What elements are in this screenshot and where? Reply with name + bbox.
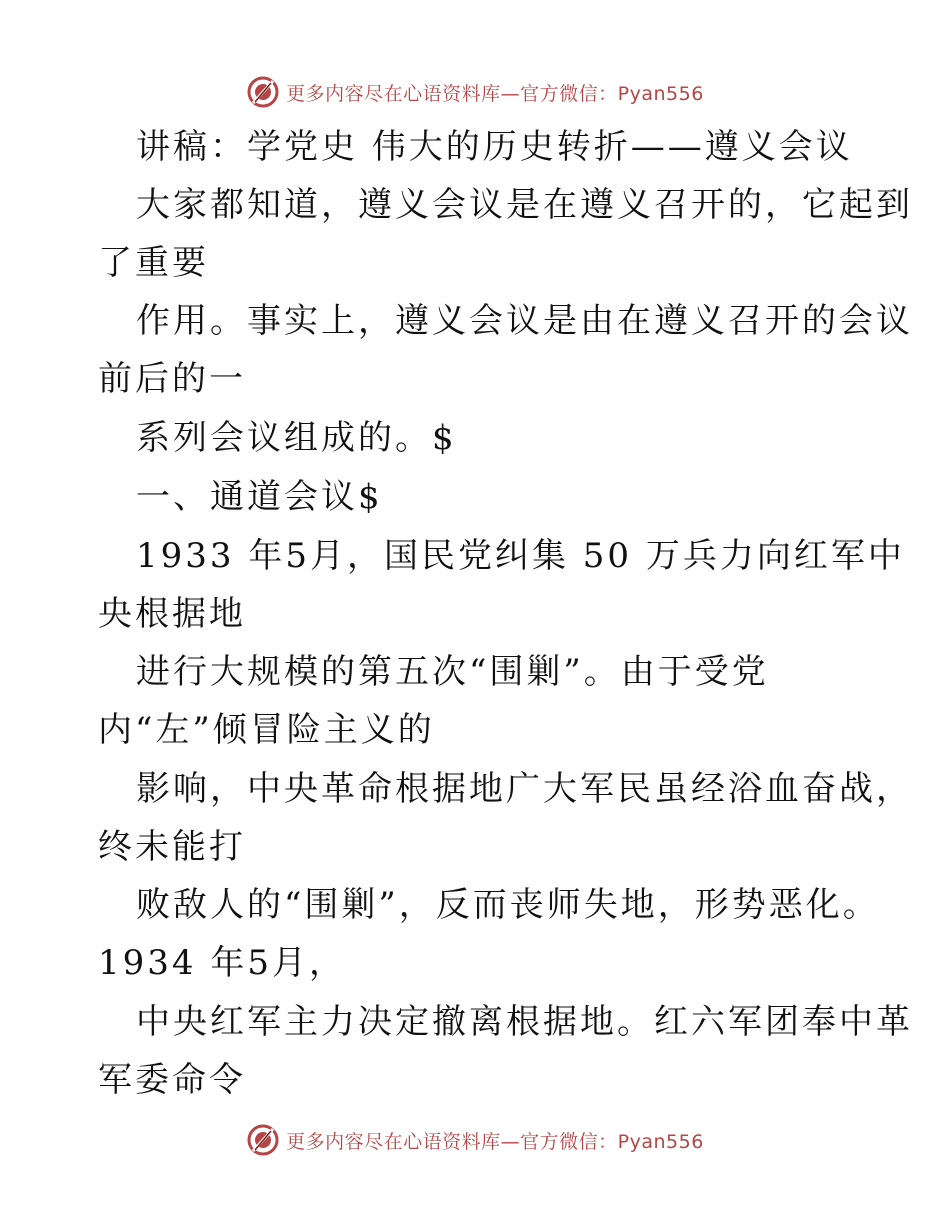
paragraph-line: 1933 年5月，国民党纠集 50 万兵力向红军中 <box>136 536 905 576</box>
watermark-text: 更多内容尽在心语资料库—官方微信：Pyan556 <box>286 1130 704 1153</box>
watermark-text: 更多内容尽在心语资料库—官方微信：Pyan556 <box>286 82 704 105</box>
paragraph-line: 央根据地 <box>98 594 246 634</box>
paragraph-line: 大家都知道，遵义会议是在遵义召开的，它起到 <box>136 185 913 225</box>
watermark-footer <box>0 1120 950 1160</box>
quill-pen-seal-icon <box>246 1123 280 1157</box>
paragraph-line: 影响，中央革命根据地广大军民虽经浴血奋战， <box>136 769 913 809</box>
section-heading: 一、通道会议$ <box>136 477 383 517</box>
paragraph-line: 进行大规模的第五次“围剿”。由于受党 <box>136 652 769 692</box>
paragraph-line: 作用。事实上，遵义会议是由在遵义召开的会议 <box>136 301 913 341</box>
paragraph-line: 中央红军主力决定撤离根据地。红六军团奉中革 <box>136 1002 913 1042</box>
paragraph-line: 军委命令 <box>98 1060 246 1100</box>
document-title: 讲稿：学党史 伟大的历史转折——遵义会议 <box>136 127 853 167</box>
paragraph-line: 内“左”倾冒险主义的 <box>98 710 435 750</box>
paragraph-line: 1934 年5月， <box>98 943 346 983</box>
quill-pen-seal-icon <box>246 75 280 109</box>
paragraph-line: 终未能打 <box>98 827 246 867</box>
paragraph-line: 系列会议组成的。$ <box>136 418 457 458</box>
paragraph-line: 败敌人的“围剿”，反而丧师失地，形势恶化。 <box>136 885 880 925</box>
paragraph-line: 前后的一 <box>98 359 246 399</box>
watermark-header <box>0 72 950 112</box>
paragraph-line: 了重要 <box>98 243 209 283</box>
